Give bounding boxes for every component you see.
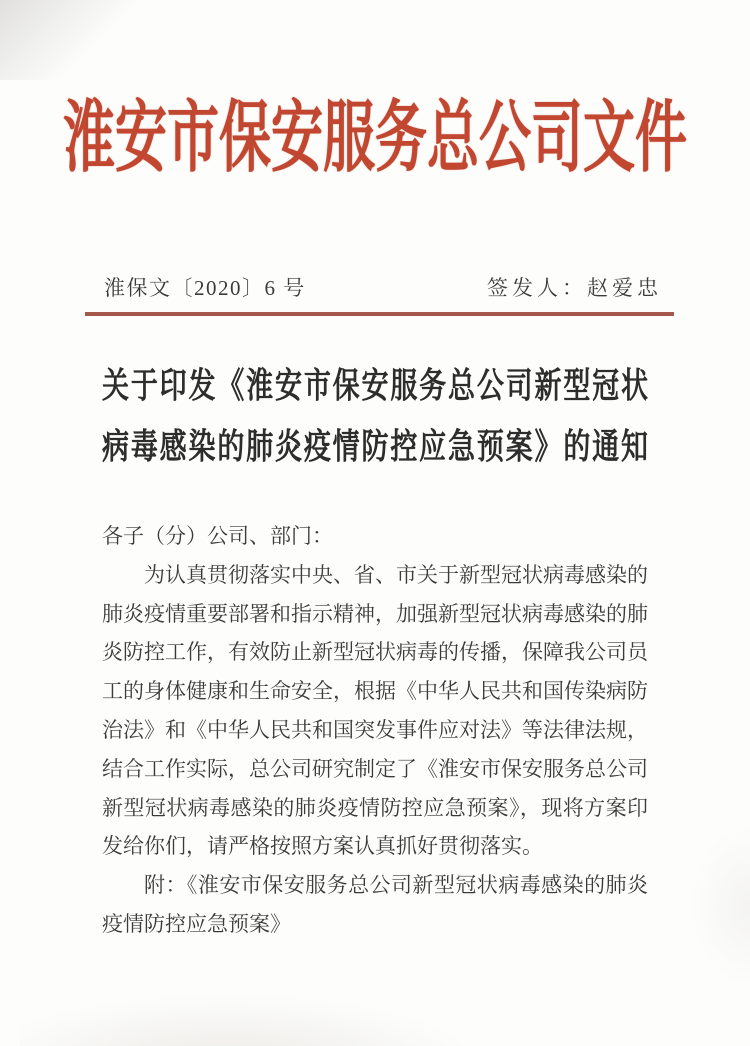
scan-shadow-bottom bbox=[20, 994, 480, 1046]
body-line: 治法》和《中华人民共和国突发事件应对法》等法律法规， bbox=[102, 717, 648, 742]
scan-shadow-right bbox=[690, 826, 750, 986]
body-line: 各子（分）公司、部门： bbox=[102, 524, 333, 548]
red-separator-rule bbox=[85, 312, 674, 316]
body-line: 肺炎疫情重要部署和指示精神，加强新型冠状病毒感染的肺 bbox=[102, 601, 648, 626]
body-line: 结合工作实际，总公司研究制定了《淮安市保安服务总公司 bbox=[102, 756, 648, 781]
body-line: 为认真贯彻落实中央、省、市关于新型冠状病毒感染的 bbox=[144, 562, 648, 587]
body-line: 新型冠状病毒感染的肺炎疫情防控应急预案》，现将方案印 bbox=[102, 795, 648, 820]
body-line: 炎防控工作，有效防止新型冠状病毒的传播，保障我公司员 bbox=[102, 640, 648, 665]
body-line: 工的身体健康和生命安全，根据《中华人民共和国传染病防 bbox=[102, 679, 648, 704]
document-header-title: 淮安市保安服务总公司文件 bbox=[62, 96, 687, 182]
document-body bbox=[102, 517, 648, 944]
scan-shadow-top-left bbox=[0, 0, 180, 80]
document-number: 淮保文〔2020〕6 号 bbox=[104, 276, 306, 300]
body-line: 疫情防控应急预案》 bbox=[102, 911, 291, 936]
document-title-line-2: 病毒感染的肺炎疫情防控应急预案》的通知 bbox=[102, 427, 648, 467]
document-title bbox=[102, 356, 648, 478]
document-title-line-1: 关于印发《淮安市保安服务总公司新型冠状 bbox=[102, 366, 648, 406]
body-line: 发给你们，请严格按照方案认真抓好贯彻落实。 bbox=[102, 834, 543, 859]
reference-row bbox=[104, 272, 662, 302]
issuer-name: 签发人：赵爱忠 bbox=[487, 276, 662, 300]
body-line: 附：《淮安市保安服务总公司新型冠状病毒感染的肺炎 bbox=[144, 873, 648, 898]
